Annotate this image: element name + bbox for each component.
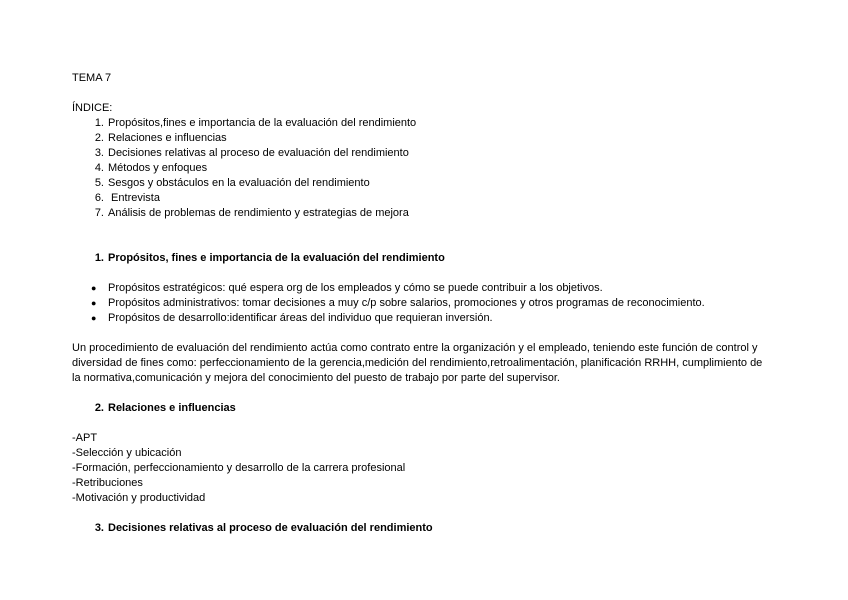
index-item-text: Relaciones e influencias: [108, 132, 227, 144]
index-item: [72, 146, 777, 161]
index-heading: ÍNDICE:: [72, 102, 113, 114]
list-line: -Retribuciones: [72, 477, 143, 489]
paragraph-line: diversidad de fines como: perfeccionamiento de la gerencia,medición del rendimiento,retroalimentación, planificación RRHH, cumplimiento de: [72, 357, 763, 369]
purposes-bullet-list: [72, 281, 777, 326]
section-number: 3.: [94, 522, 104, 534]
index-item-number: 5.: [94, 177, 104, 189]
list-line: -APT: [72, 432, 98, 444]
section-title: Relaciones e influencias: [108, 402, 236, 414]
document-title: TEMA 7: [72, 72, 112, 84]
section-number: 1.: [94, 252, 104, 264]
section-2-list: [72, 431, 777, 506]
section-number: 2.: [94, 402, 104, 414]
index-item: [72, 206, 777, 221]
index-list: [72, 116, 777, 221]
section-1-heading: [72, 251, 777, 266]
index-item-text: Propósitos,fines e importancia de la evaluación del rendimiento: [108, 117, 417, 129]
index-item-number: 1.: [94, 117, 104, 129]
bullet-item: [72, 281, 777, 296]
index-item-number: 6.: [94, 192, 104, 204]
index-item-number: 7.: [94, 207, 104, 219]
index-item-text: Decisiones relativas al proceso de evaluación del rendimiento: [108, 147, 409, 159]
index-item-number: 3.: [94, 147, 104, 159]
index-item: [72, 116, 777, 131]
paragraph-line: Un procedimiento de evaluación del rendimiento actúa como contrato entre la organización y el empleado, teniendo este función de control y: [72, 342, 758, 354]
section-1-paragraph: [72, 341, 777, 386]
index-item-text: Métodos y enfoques: [108, 162, 208, 174]
bullet-text: Propósitos estratégicos: qué espera org de los empleados y cómo se puede contribuir a los objetivos.: [108, 282, 603, 294]
index-item-number: 4.: [94, 162, 104, 174]
index-item: [72, 191, 777, 206]
document-page: [72, 71, 777, 536]
bullet-item: [72, 296, 777, 311]
paragraph-line: la normativa,comunicación y mejora del conocimiento del puesto de trabajo por parte del supervisor.: [72, 372, 560, 384]
index-item: [72, 176, 777, 191]
bullet-item: [72, 311, 777, 326]
index-item: [72, 131, 777, 146]
index-item-text: Sesgos y obstáculos en la evaluación del rendimiento: [108, 177, 370, 189]
index-item: [72, 161, 777, 176]
bullet-icon: ●: [91, 283, 97, 293]
index-item-text: Análisis de problemas de rendimiento y estrategias de mejora: [108, 207, 409, 219]
section-2-heading: [72, 401, 777, 416]
index-item-number: 2.: [94, 132, 104, 144]
list-line: -Formación, perfeccionamiento y desarrollo de la carrera profesional: [72, 462, 406, 474]
bullet-icon: ●: [91, 313, 97, 323]
bullet-text: Propósitos administrativos: tomar decisiones a muy c/p sobre salarios, promociones y otros programas de reconocimiento.: [108, 297, 705, 309]
index-item-text: Entrevista: [108, 192, 160, 204]
section-title: Decisiones relativas al proceso de evaluación del rendimiento: [108, 522, 433, 534]
bullet-icon: ●: [91, 298, 97, 308]
section-3-heading: [72, 521, 777, 536]
list-line: -Selección y ubicación: [72, 447, 182, 459]
bullet-text: Propósitos de desarrollo:identificar áreas del individuo que requieran inversión.: [108, 312, 493, 324]
list-line: -Motivación y productividad: [72, 492, 206, 504]
section-title: Propósitos, fines e importancia de la evaluación del rendimiento: [108, 252, 445, 264]
